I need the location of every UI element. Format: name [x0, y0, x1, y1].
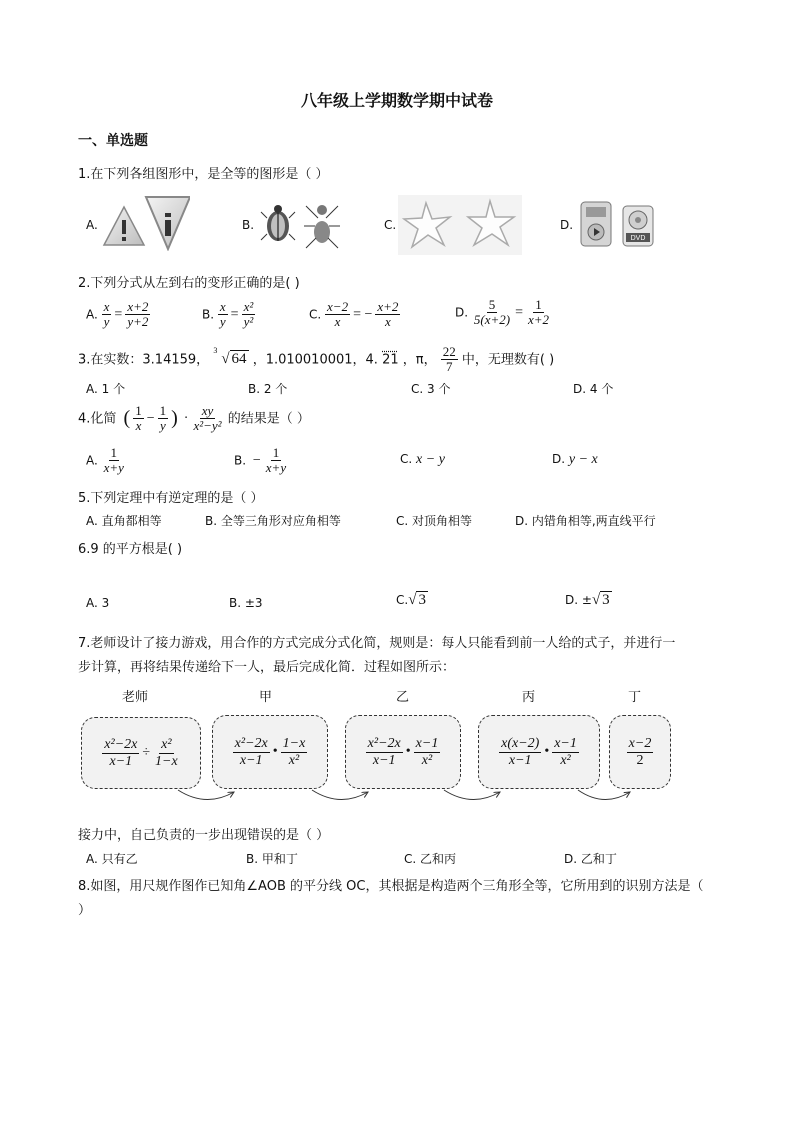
q2-option-b-label: B. [202, 307, 215, 322]
beetle-and-ant-image [258, 196, 348, 250]
arrow-bing-to-ding [578, 790, 630, 800]
arrow-jia-to-yi [312, 790, 368, 800]
q6-option-d-label: D. ± [565, 593, 592, 607]
question-8-stem-line2: ） [78, 903, 92, 918]
q3-stem-prefix: 3.在实数：3.14159， [78, 352, 210, 368]
question-5-stem: 5.下列定理中有逆定理的是（ ） [78, 491, 264, 506]
arrow-teacher-to-jia [178, 790, 234, 800]
relay-role-yi: 乙 [396, 690, 410, 705]
q3-stem-suffix: 中，无理数有( ) [461, 352, 555, 368]
q3-root-index: 3 [213, 346, 218, 356]
question-4-stem: 4.化简 ( $\frac{1}{x}$ − $\frac{1}{y}$ ) · $\frac{xy}{\text{x²−y²}}$ 的结果是（ ） [78, 403, 310, 434]
relay-box-ding: $\frac{x-2}{2}$ [609, 715, 671, 789]
q5-option-b: B. 全等三角形对应角相等 [205, 514, 341, 528]
question-1-stem: 1.在下列各组图形中，是全等的图形是（ ） [78, 167, 329, 182]
q3-option-a: A. 1 个 [86, 382, 126, 396]
relay-role-jia: 甲 [259, 690, 273, 705]
q7-option-c: C. 乙和丙 [404, 852, 457, 866]
question-7-after: 接力中，自己负责的一步出现错误的是（ ） [78, 828, 330, 843]
relay-role-bing: 丙 [522, 690, 536, 705]
q4-option-a: A. $\frac{1}{x+y}$ [86, 445, 124, 476]
q3-fraction: $\frac{22}{7}$ [442, 344, 456, 375]
q1-option-a-label: A. [86, 218, 98, 232]
starfish-shapes-image [398, 195, 522, 255]
q7-option-a: A. 只有乙 [86, 852, 138, 866]
q2-option-c: C. $\frac{x-2}{x}$ = − $\frac{x+2}{x}$ [309, 299, 399, 330]
q1-option-d-label: D. [560, 218, 574, 232]
q4-option-a-label: A. [86, 453, 98, 468]
q6-option-d-root: √ 3 [591, 592, 610, 608]
question-8-stem-line1: 8.如图，用尺规作图作已知角∠AOB 的平分线 OC，其根据是构造两个三角形全等，它所用到的识别方法是（ [78, 879, 704, 894]
q2-option-b: B. $\frac{x}{y}$ = $\frac{\text{x²}}{\text{y²}}$ [202, 299, 254, 330]
q3-option-c: C. 3 个 [411, 382, 451, 396]
relay-role-ding: 丁 [628, 690, 642, 705]
page-title: 八年级上学期数学期中试卷 [300, 91, 493, 110]
relay-role-teacher: 老师 [122, 690, 149, 705]
question-3-stem [78, 345, 554, 375]
q4-option-c [400, 452, 445, 468]
q6-option-c-label: C. [396, 593, 409, 607]
relay-arrows [0, 780, 794, 810]
q3-stem-mid: ，1.010010001，4. [252, 352, 378, 368]
q2-option-d: D. $\frac{5}{5(x+2)}$ = $\frac{1}{x+2}$ [455, 297, 550, 328]
q5-option-d: D. 内错角相等,两直线平行 [515, 514, 656, 528]
relay-box-bing: $\frac{x(x-2)}{x-1}$ • $\frac{x-1}{\text{x²}}$ [478, 715, 600, 789]
question-6-stem: 6.9 的平方根是( ) [78, 542, 183, 557]
relay-box-teacher: $\frac{\text{x²−2x}}{x-1}$ ÷ $\frac{\text{x²}}{1-x}$ [81, 717, 201, 789]
q6-option-c-root: √ 3 [408, 592, 426, 608]
q4-option-b-label: B. [234, 453, 247, 468]
q5-option-c: C. 对顶角相等 [396, 514, 473, 528]
q4-option-b: B. − $\frac{1}{x+y}$ [234, 445, 287, 476]
q2-option-c-label: C. [309, 307, 322, 322]
question-7-stem-line1: 7.老师设计了接力游戏，用合作的方式完成分式化简，规则是：每人只能看到前一人给的式子，并进行一 [78, 636, 676, 651]
q5-option-a: A. 直角都相等 [86, 514, 162, 528]
q6-option-d [565, 592, 612, 609]
q6-option-c [396, 592, 428, 609]
relay-box-yi: $\frac{\text{x²−2x}}{x-1}$ • $\frac{x-1}{\text{x²}}$ [345, 715, 461, 789]
q3-root-radicand: 64 [231, 351, 247, 368]
q3-option-b: B. 2 个 [248, 382, 288, 396]
q7-option-d: D. 乙和丁 [564, 852, 617, 866]
q2-option-a: A. $\frac{x}{y}$ = $\frac{x+2}{y+2}$ [86, 299, 149, 330]
q4-option-c-label: C. [400, 452, 413, 466]
q6-option-b: B. ±3 [229, 596, 263, 610]
q4-option-d [552, 452, 598, 468]
q4-option-d-label: D. [552, 452, 566, 466]
q7-option-b: B. 甲和丁 [246, 852, 298, 866]
q4-stem-prefix: 4.化简 [78, 411, 117, 427]
q3-stem-mid2: ，π， [402, 352, 437, 368]
q1-option-b-label: B. [242, 218, 255, 232]
question-2-stem: 2.下列分式从左到右的变形正确的是( ) [78, 276, 300, 291]
relay-box-jia: $\frac{\text{x²−2x}}{x-1}$ • $\frac{1-x}{\text{x²}}$ [212, 715, 328, 789]
q2-option-d-label: D. [455, 305, 469, 320]
q3-option-d: D. 4 个 [573, 382, 614, 396]
q3-cube-root: 3 √ 64 [213, 346, 247, 368]
q1-option-c-label: C. [384, 218, 397, 232]
q2-option-a-label: A. [86, 307, 98, 322]
svg-text:DVD: DVD [630, 235, 646, 242]
q6-option-a: A. 3 [86, 596, 110, 610]
warning-triangles-image [100, 193, 190, 251]
media-player-and-dvd-image [577, 200, 657, 248]
q3-repeating-decimal: 21 [382, 352, 399, 368]
q4-option-d-expr: y − x [568, 452, 598, 467]
q4-stem-suffix: 的结果是（ ） [227, 411, 310, 427]
arrow-yi-to-bing [444, 790, 500, 800]
question-7-stem-line2: 步计算，再将结果传递给下一人，最后完成化简．过程如图所示： [78, 660, 456, 675]
q4-option-c-expr: x − y [416, 452, 445, 467]
section-heading: 一、单选题 [78, 133, 148, 149]
